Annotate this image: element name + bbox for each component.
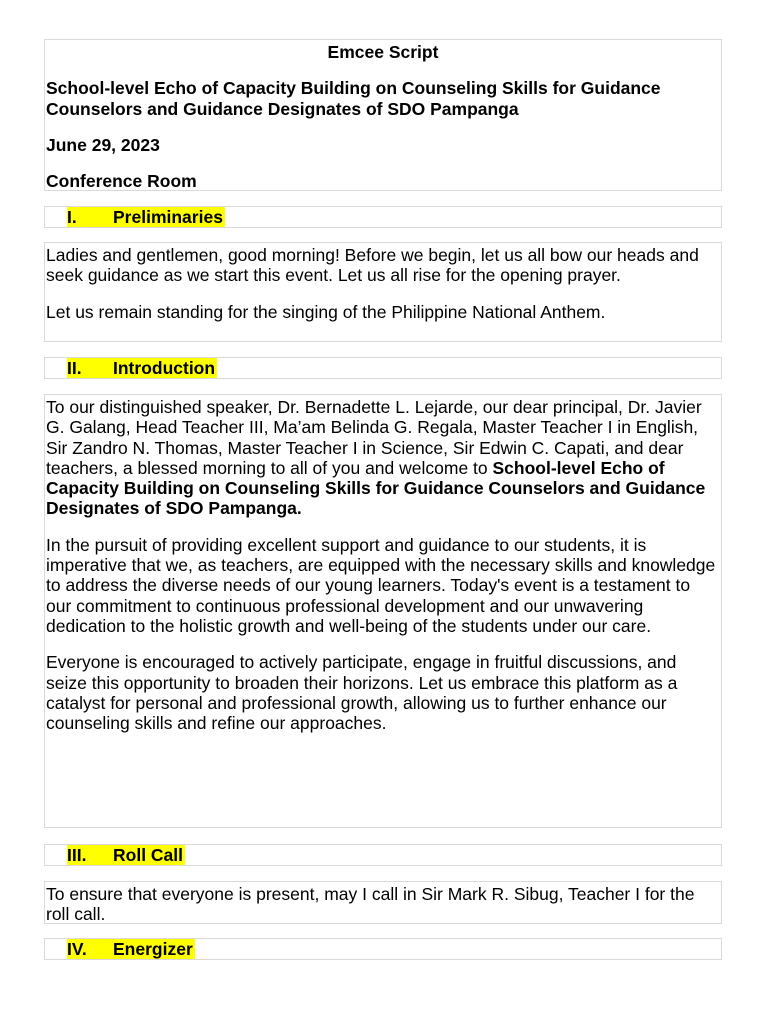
document-title: Emcee Script <box>327 42 439 62</box>
section-heading-introduction <box>44 357 722 379</box>
section-heading-preliminaries <box>44 206 722 228</box>
section-title: Preliminaries <box>113 207 223 227</box>
section-heading-highlight <box>67 207 225 227</box>
section-number: II. <box>67 358 82 378</box>
section-number: I. <box>67 207 77 227</box>
introduction-paragraph <box>46 397 720 519</box>
section-heading-energizer <box>44 938 722 960</box>
introduction-paragraph: Everyone is encouraged to actively participate, engage in fruitful discussions, and seize this opportunity to broaden their horizons. Let us embrace this platform as a catalyst for personal and professional growth, allowing us to further enhance our counseling skills and refine our approaches. <box>46 652 678 734</box>
event-date: June 29, 2023 <box>46 134 160 155</box>
preliminaries-paragraph: Ladies and gentlemen, good morning! Before we begin, let us all bow our heads and seek guidance as we start this event. Let us all rise for the opening prayer. <box>46 245 699 286</box>
introduction-greeting: To our distinguished speaker, Dr. Bernadette L. Lejarde, our dear principal, Dr. Javier G. Galang, Head Teacher III, Ma’am Belinda G. Regala, Master Teacher I in English, Sir Zandro N. Thomas, Master Teacher I in Science, Sir Edwin C. Capati, and dear teachers, a blessed morning to all of you and welcome to <box>46 397 702 478</box>
introduction-body <box>44 394 722 828</box>
section-title: Energizer <box>113 939 193 959</box>
section-number: IV. <box>67 939 87 959</box>
section-number: III. <box>67 845 87 865</box>
section-title: Introduction <box>113 358 216 378</box>
introduction-event-name: School-level Echo of Capacity Building on Counseling Skills for Guidance Counselors and Guidance Designates of SDO Pampanga. <box>46 457 706 519</box>
section-title: Roll Call <box>113 845 184 865</box>
event-venue: Conference Room <box>46 171 197 192</box>
section-heading-highlight <box>67 358 217 378</box>
section-heading-highlight <box>67 939 195 959</box>
header-box <box>44 39 722 191</box>
section-heading-highlight <box>67 845 185 865</box>
roll-call-paragraph: To ensure that everyone is present, may I call in Sir Mark R. Sibug, Teacher I for the roll call. <box>46 884 695 925</box>
section-heading-roll-call <box>44 844 722 866</box>
event-title: School-level Echo of Capacity Building on Counseling Skills for Guidance Counselors and Guidance Designates of SDO Pampanga <box>46 78 661 119</box>
roll-call-body <box>44 881 722 924</box>
preliminaries-paragraph: Let us remain standing for the singing of the Philippine National Anthem. <box>46 301 606 322</box>
introduction-paragraph: In the pursuit of providing excellent support and guidance to our students, it is imperative that we, as teachers, are equipped with the necessary skills and knowledge to address the diverse needs of our young learners. Today's event is a testament to our commitment to continuous professional development and our unwavering dedication to the holistic growth and well-being of the students under our care. <box>46 534 716 636</box>
preliminaries-body <box>44 242 722 342</box>
